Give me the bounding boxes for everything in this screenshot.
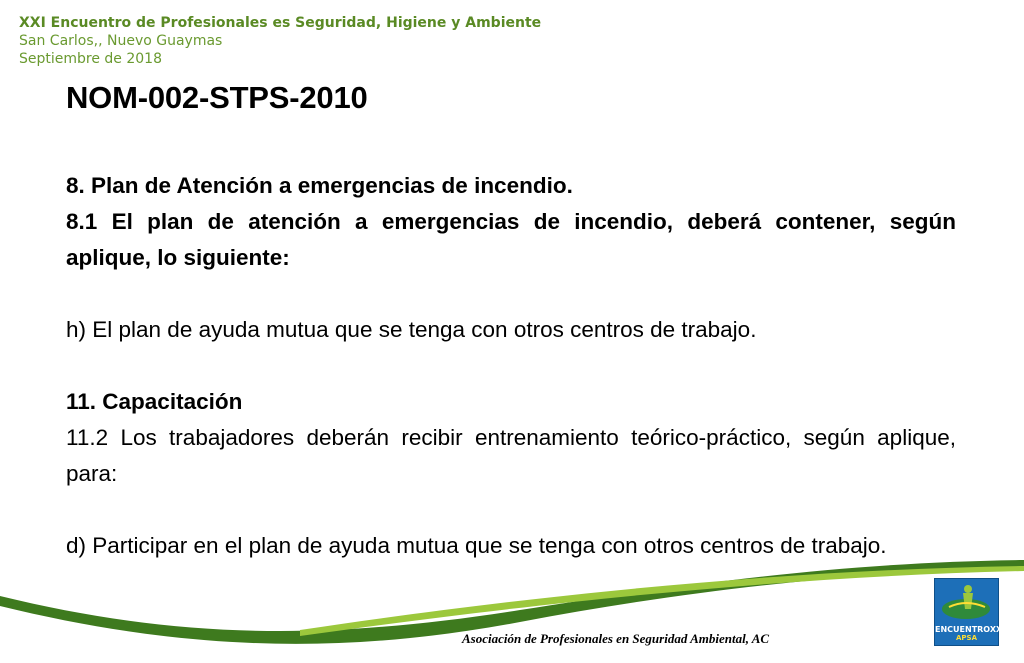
section-8-1-text: 8.1 El plan de atención a emergencias de incendio, deberá contener, según aplique, lo siguiente:: [66, 209, 956, 270]
section-8-heading: 8. Plan de Atención a emergencias de incendio.: [66, 173, 573, 198]
slide-title: NOM-002-STPS-2010: [66, 80, 368, 115]
footer-organization: Asociación de Profesionales en Seguridad Ambiental, AC: [462, 631, 770, 646]
item-h-text: h) El plan de ayuda mutua que se tenga con otros centros de trabajo.: [66, 317, 757, 342]
event-location: San Carlos,, Nuevo Guaymas: [19, 33, 223, 49]
logo-figure-icon: [935, 579, 998, 625]
logo-text: ENCUENTROXXI: [935, 625, 1006, 634]
item-d-text: d) Participar en el plan de ayuda mutua que se tenga con otros centros de trabajo.: [66, 533, 887, 558]
encuentro-logo: [934, 578, 1006, 646]
section-11-2-text: 11.2 Los trabajadores deberán recibir entrenamiento teórico-práctico, según aplique, para:: [66, 425, 956, 486]
logo-subtext: APSA: [955, 634, 977, 642]
event-date: Septiembre de 2018: [19, 51, 162, 67]
event-title: XXI Encuentro de Profesionales es Seguridad, Higiene y Ambiente: [19, 15, 542, 31]
section-11-heading: 11. Capacitación: [66, 389, 243, 414]
